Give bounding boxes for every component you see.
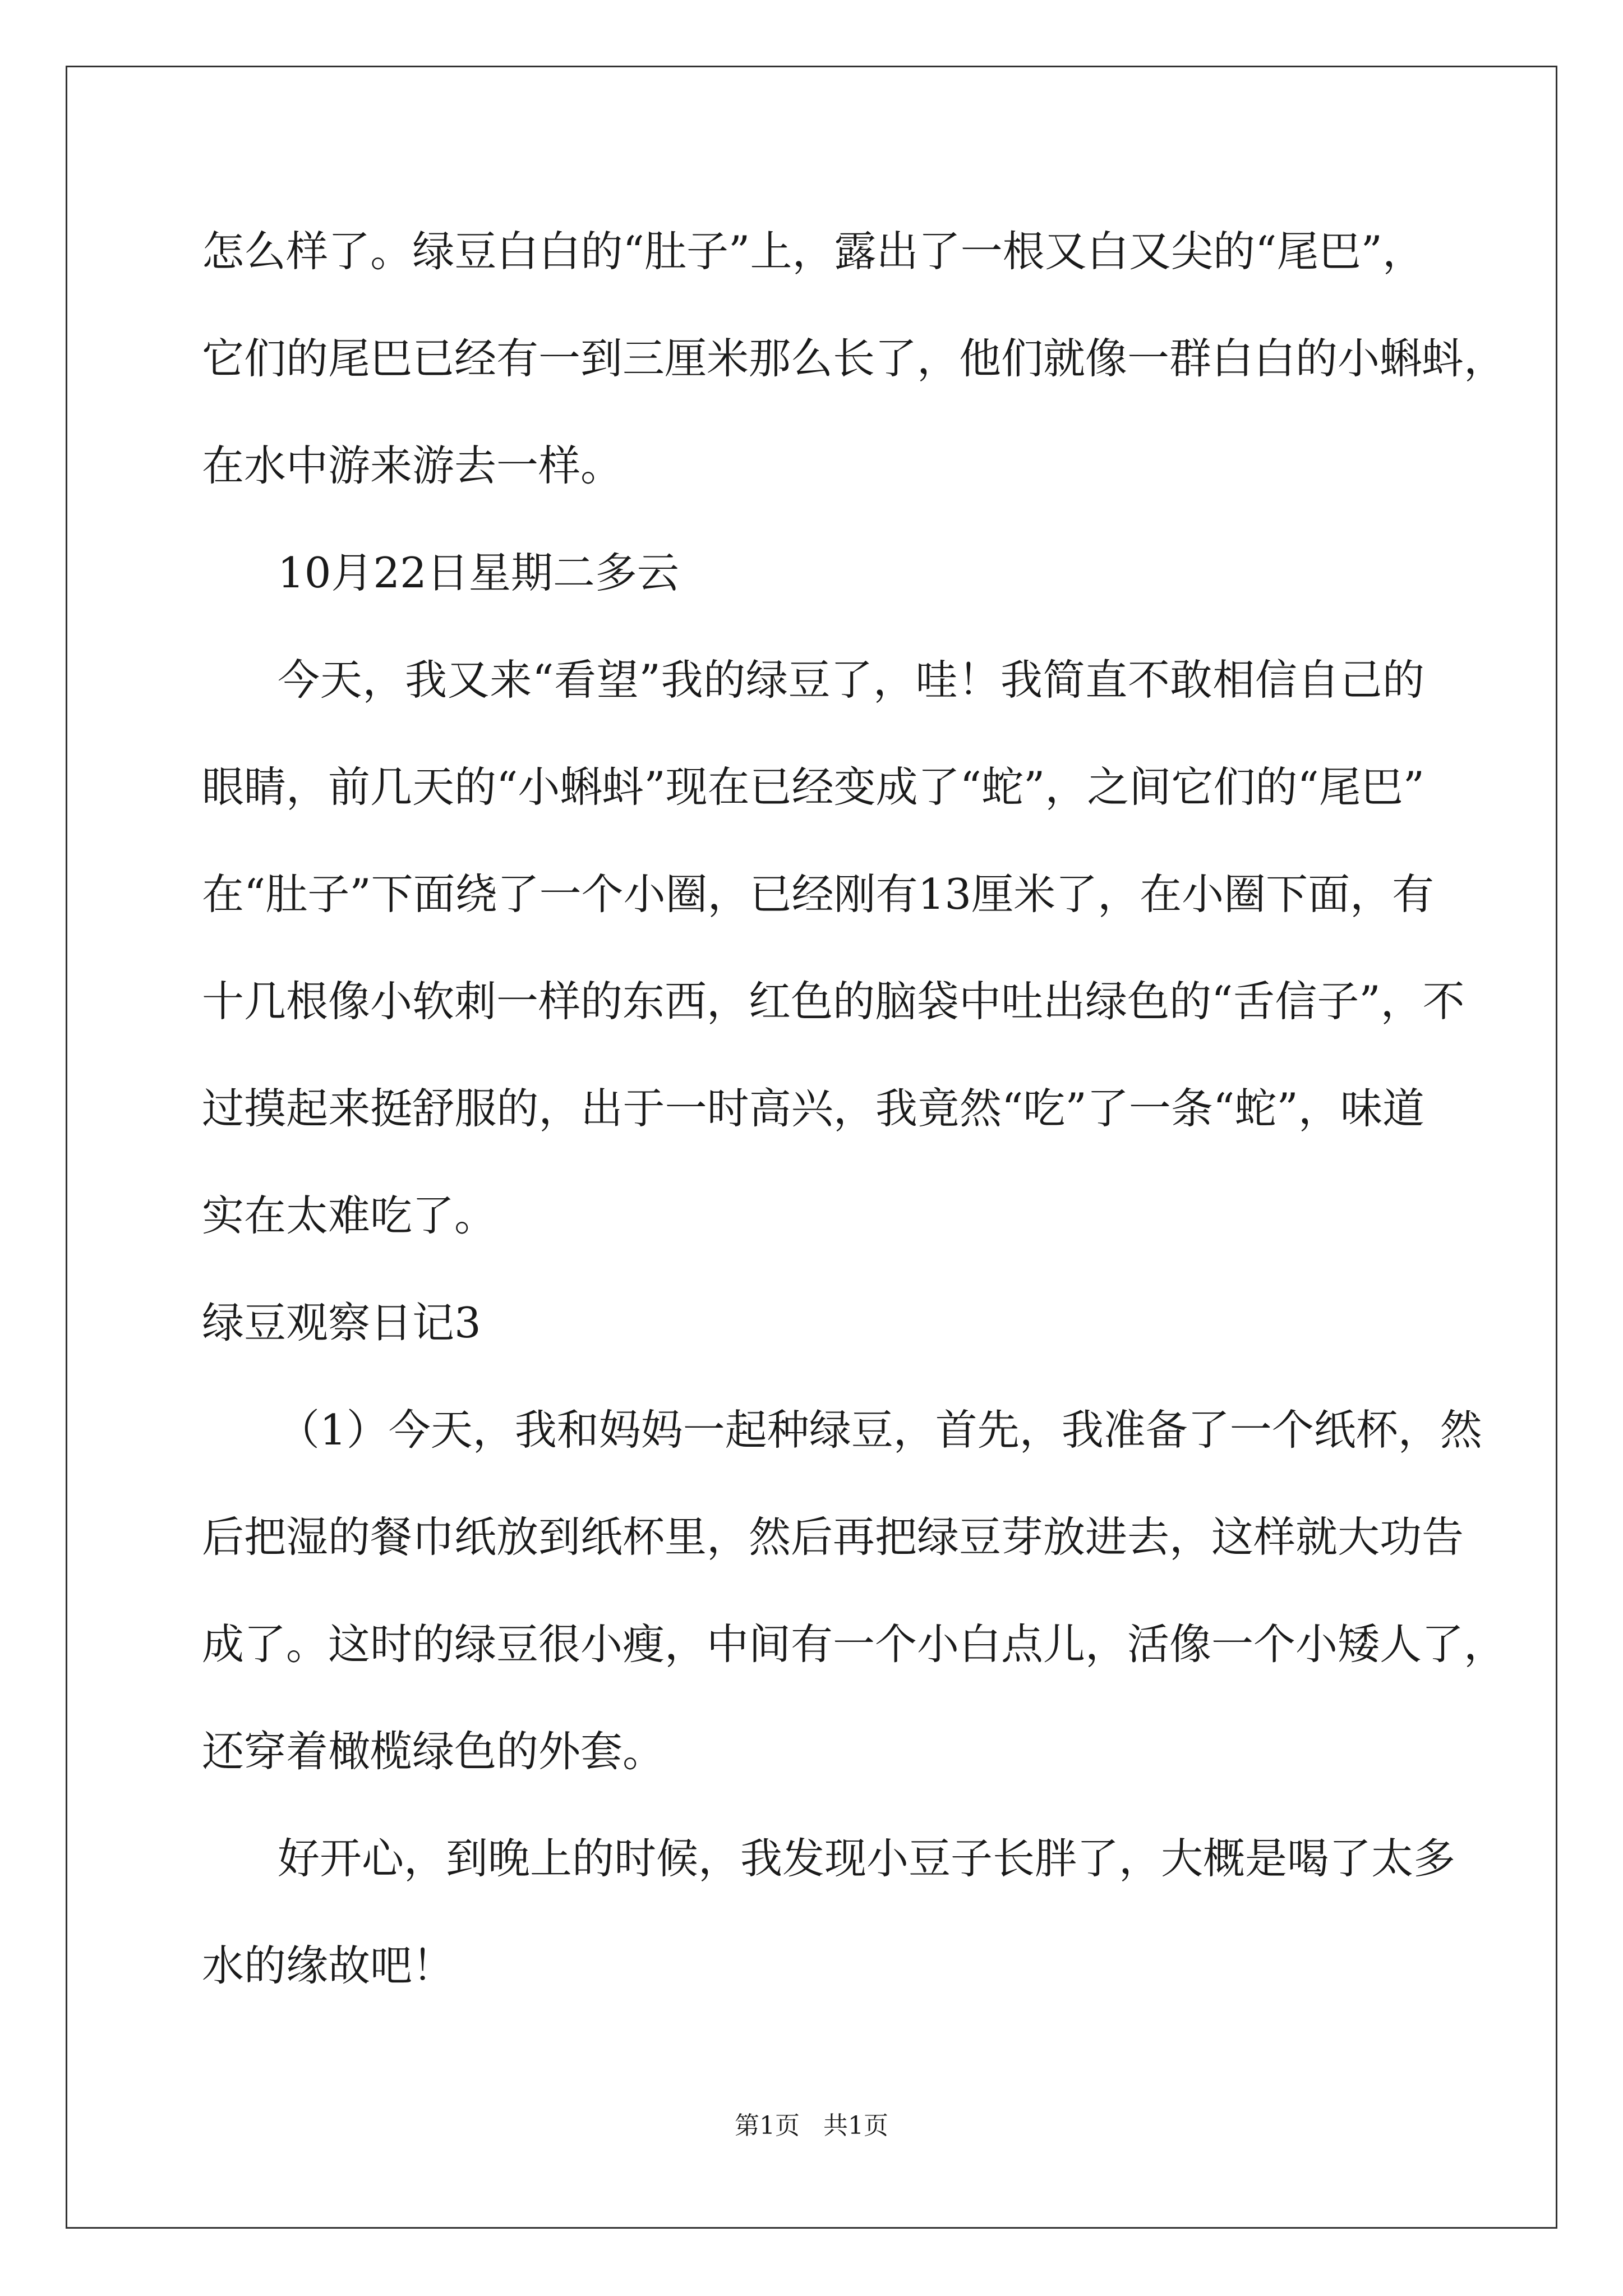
body-line-7: 在“肚子”下面绕了一个小圈，已经刚有13厘米了，在小圈下面，有 bbox=[202, 869, 1435, 919]
section-title: 绿豆观察日记3 bbox=[202, 1298, 481, 1347]
body-line-2: 它们的尾巴已经有一到三厘米那么长了，他们就像一群白白的小蝌蚪， bbox=[202, 334, 1506, 383]
body-line-13: 后把湿的餐巾纸放到纸杯里，然后再把绿豆芽放进去，这样就大功告 bbox=[202, 1512, 1464, 1562]
body-line-9: 过摸起来挺舒服的，出于一时高兴，我竟然“吃”了一条“蛇”，味道 bbox=[202, 1084, 1424, 1133]
body-line-8: 十几根像小软刺一样的东西，红色的脑袋中吐出绿色的“舌信子”，不 bbox=[202, 977, 1465, 1026]
page-number-footer: 第1页 共1页 bbox=[735, 2111, 888, 2140]
body-line-10: 实在太难吃了。 bbox=[202, 1191, 497, 1240]
body-line-14: 成了。这时的绿豆很小瘦，中间有一个小白点儿，活像一个小矮人了， bbox=[202, 1619, 1506, 1669]
body-line-1: 怎么样了。绿豆白白的“肚子”上，露出了一根又白又尖的“尾巴”， bbox=[202, 227, 1424, 276]
page-frame bbox=[66, 66, 1557, 2229]
body-line-15: 还穿着橄榄绿色的外套。 bbox=[202, 1727, 665, 1776]
body-line-16: 好开心，到晚上的时候，我发现小豆子长胖了，大概是喝了太多 bbox=[278, 1834, 1456, 1883]
body-line-5: 今天，我又来“看望”我的绿豆了，哇！我简直不敢相信自己的 bbox=[278, 655, 1424, 705]
body-line-17: 水的缘故吧！ bbox=[202, 1941, 455, 1990]
date-heading: 10月22日星期二多云 bbox=[278, 548, 679, 597]
body-line-6: 眼睛，前几天的“小蝌蚪”现在已经变成了“蛇”，之间它们的“尾巴” bbox=[202, 762, 1425, 812]
body-line-3: 在水中游来游去一样。 bbox=[202, 441, 623, 490]
body-line-12: （1）今天，我和妈妈一起种绿豆，首先，我准备了一个纸杯，然 bbox=[278, 1405, 1482, 1455]
